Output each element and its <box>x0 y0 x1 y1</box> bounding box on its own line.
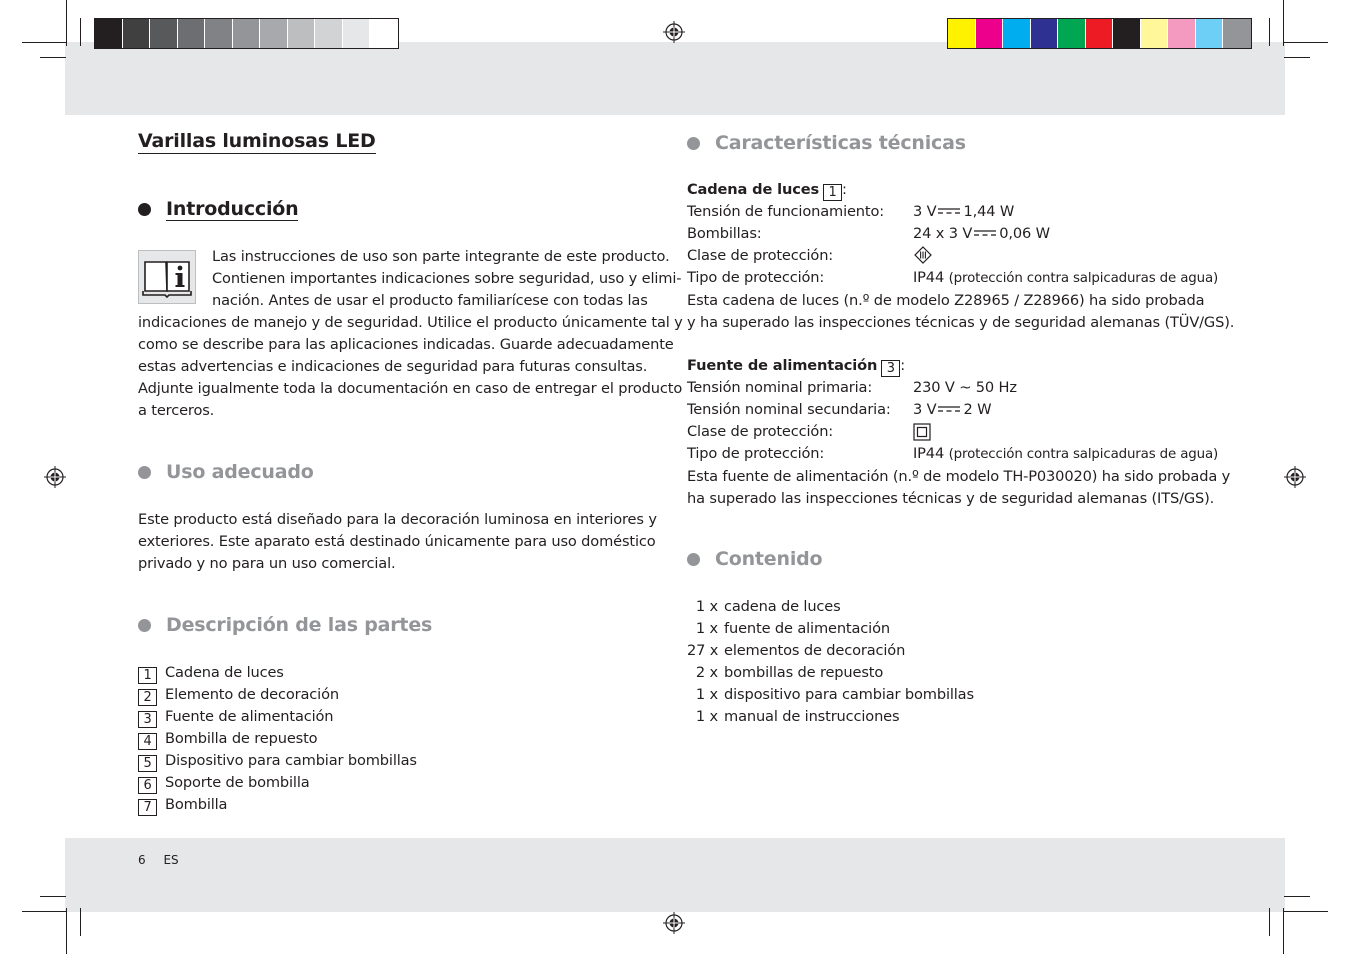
color-swatch <box>343 19 371 48</box>
spec-row: Tensión nominal secundaria: 3 V 2 W <box>687 401 992 418</box>
uso-paragraph: Este producto está diseñado para la decoración luminosa en interiores y exteriores. Este aparato está destinado únicamente para uso doméstico privado y no para un uso comercial. <box>138 511 657 572</box>
partes-heading: Descripción de las partes <box>138 614 432 636</box>
bullet-icon <box>138 203 151 216</box>
intro-heading: Introducción <box>138 198 298 221</box>
dc-current-icon <box>974 229 996 237</box>
list-item: 7 Bombilla <box>138 794 417 816</box>
language-code: ES <box>163 853 179 867</box>
caracteristicas-heading: Características técnicas <box>687 132 966 154</box>
list-item: 1 x cadena de luces <box>695 598 841 615</box>
color-swatch <box>315 19 343 48</box>
list-item: 1 x dispositivo para cambiar bombillas <box>695 686 974 703</box>
color-swatch <box>1113 19 1141 48</box>
color-swatch <box>150 19 178 48</box>
list-item: 1 Cadena de luces <box>138 662 417 684</box>
cadena-specs: Cadena de luces 1 : Tensión de funcionamiento: 3 V 1,44 W Bombillas: 24 x 3 V 0,06 W Clase de protección: Tipo de protección: IP44 (protección contra salpicaduras de agua) Esta cadena de luces (n.º de modelo Z28965 / Z28966) ha sido probada y ha superado las inspecciones técnicas y de seguridad alemanas (TÜV/GS). <box>687 181 1235 331</box>
protection-class-iii-icon <box>913 246 933 264</box>
spec-row: Clase de protección: <box>687 421 1227 443</box>
protection-class-ii-icon <box>913 423 931 441</box>
list-item: 5 Dispositivo para cambiar bombillas <box>138 750 417 772</box>
color-swatch <box>260 19 288 48</box>
manual-info-icon <box>138 250 196 304</box>
fuente-subheading: Fuente de alimentación 3 : <box>687 357 906 376</box>
color-swatch <box>95 19 123 48</box>
color-swatch <box>205 19 233 48</box>
list-item: 1 x manual de instrucciones <box>695 708 900 725</box>
registration-mark-icon <box>663 21 685 43</box>
spec-row: Tipo de protección: IP44 (protección contra salpicaduras de agua) <box>687 269 1219 286</box>
color-swatch <box>1031 19 1059 48</box>
color-swatch <box>976 19 1004 48</box>
list-item: 27 x elementos de decoración <box>687 642 906 659</box>
registration-mark-icon <box>663 912 685 934</box>
bullet-icon <box>687 137 700 150</box>
list-item: 3 Fuente de alimentación <box>138 706 417 728</box>
spec-row: Clase de protección: <box>687 245 1227 267</box>
color-swatch <box>1223 19 1251 48</box>
spec-row: Tensión de funcionamiento: 3 V 1,44 W <box>687 203 1015 220</box>
color-swatch <box>1058 19 1086 48</box>
list-item: 2 x bombillas de repuesto <box>695 664 884 681</box>
spec-row: Bombillas: 24 x 3 V 0,06 W <box>687 225 1050 242</box>
page-title: Varillas luminosas LED <box>138 130 376 152</box>
list-item: 6 Soporte de bombilla <box>138 772 417 794</box>
bullet-icon <box>138 466 151 479</box>
color-swatch <box>178 19 206 48</box>
cmyk-color-bar <box>947 18 1252 49</box>
parts-list <box>138 662 417 816</box>
footer-band <box>65 838 1285 912</box>
color-swatch <box>370 19 398 48</box>
page-footer <box>138 853 193 867</box>
color-swatch <box>1141 19 1169 48</box>
list-item: 1 x fuente de alimentación <box>695 620 890 637</box>
list-item: 2 Elemento de decoración <box>138 684 417 706</box>
color-swatch <box>233 19 261 48</box>
fuente-specs: Fuente de alimentación 3 : Tensión nominal primaria: 230 V ~ 50 Hz Tensión nominal secundaria: 3 V 2 W Clase de protección: Tipo de protección: IP44 (protección contra salpicaduras de agua) Esta fuente de alimentación (n.º de modelo TH-P030020) ha sido probada y ha superado las inspecciones técnicas y de seguridad alemanas (ITS/GS). <box>687 357 1231 507</box>
contenido-heading: Contenido <box>687 548 822 570</box>
intro-paragraph-top: Las instrucciones de uso son parte integrante de este producto. Contienen importantes indicaciones sobre seguridad, uso y elimi- nación. Antes de usar el producto familiarícese con todas las <box>212 248 682 309</box>
contents-list <box>687 596 974 728</box>
intro-paragraph-bottom: indicaciones de manejo y de seguridad. Utilice el producto únicamente tal y como se describe para las aplicaciones indicadas. Guarde adecuadamente estas advertencias e indicaciones de seguridad para futuras consultas. Adjunte igualmente toda la documentación en caso de entregar el producto a terceros. <box>138 314 683 419</box>
uso-heading: Uso adecuado <box>138 461 314 483</box>
grey-color-bar <box>94 18 399 49</box>
color-swatch <box>1003 19 1031 48</box>
color-swatch <box>1168 19 1196 48</box>
header-band <box>65 42 1285 115</box>
color-swatch <box>1196 19 1224 48</box>
color-swatch <box>123 19 151 48</box>
color-swatch <box>1086 19 1114 48</box>
spec-row: Tipo de protección: IP44 (protección contra salpicaduras de agua) <box>687 445 1219 462</box>
registration-mark-icon <box>44 466 66 488</box>
page-number: 6 <box>138 853 146 867</box>
dc-current-icon <box>938 405 960 413</box>
spec-row: Tensión nominal primaria: 230 V ~ 50 Hz <box>687 379 1017 396</box>
list-item: 4 Bombilla de repuesto <box>138 728 417 750</box>
color-swatch <box>948 19 976 48</box>
bullet-icon <box>138 619 151 632</box>
color-swatch <box>288 19 316 48</box>
registration-mark-icon <box>1284 466 1306 488</box>
bullet-icon <box>687 553 700 566</box>
dc-current-icon <box>938 207 960 215</box>
cadena-subheading: Cadena de luces 1 : <box>687 181 847 200</box>
